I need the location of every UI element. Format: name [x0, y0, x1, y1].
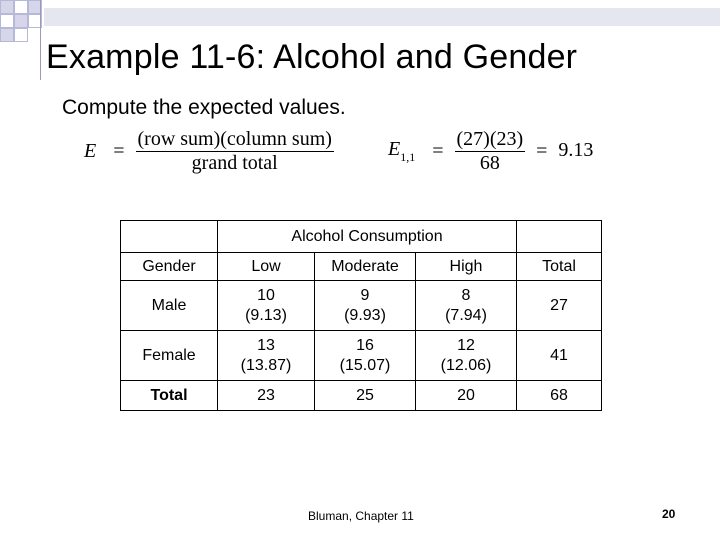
e11-result: 9.13: [558, 139, 594, 162]
cell-grand-total: 68: [517, 381, 602, 411]
e11-fraction: [455, 128, 526, 175]
cell-male-low: [218, 281, 315, 331]
formula-denominator: grand total: [191, 152, 278, 174]
row-label-total: Total: [121, 381, 218, 411]
group-header-alcohol-consumption: Alcohol Consumption: [218, 221, 517, 253]
cell-male-high: [416, 281, 517, 331]
observed-value: 10: [257, 286, 275, 304]
slide-subtitle: Compute the expected values.: [62, 96, 346, 119]
cell-female-total: 41: [517, 331, 602, 381]
expected-value: (15.07): [339, 356, 391, 374]
row-label-male: Male: [121, 281, 218, 331]
table-total-row: [121, 381, 602, 411]
formula-numerator: (row sum)(column sum): [137, 128, 332, 150]
observed-value: 12: [457, 336, 475, 354]
expected-value: (7.94): [445, 306, 487, 324]
contingency-table: [120, 220, 602, 411]
expected-value-formula: [84, 128, 334, 175]
formula-equals: =: [113, 140, 125, 162]
observed-value: 9: [360, 286, 370, 304]
header-low: Low: [218, 253, 315, 281]
header-total: Total: [517, 253, 602, 281]
observed-value: 16: [356, 336, 374, 354]
e11-numerator: (27)(23): [456, 128, 524, 150]
formula-lhs: E: [84, 140, 97, 162]
observed-value: 8: [461, 286, 471, 304]
slide-decoration: [0, 0, 720, 40]
slide-title: Example 11-6: Alcohol and Gender: [46, 38, 578, 76]
cell-total-low: 23: [218, 381, 315, 411]
cell-female-high: [416, 331, 517, 381]
e11-equals: =: [432, 140, 444, 162]
expected-value: (9.93): [344, 306, 386, 324]
expected-value: (12.06): [440, 356, 492, 374]
slide-footer: Bluman, Chapter 11: [308, 509, 414, 523]
cell-male-total: 27: [517, 281, 602, 331]
cell-male-moderate: [315, 281, 416, 331]
formula-fraction: [136, 128, 334, 175]
e11-subscript: 1,1: [400, 150, 416, 164]
table-row-male: [121, 281, 602, 331]
cell-female-low: [218, 331, 315, 381]
expected-value: (13.87): [240, 356, 292, 374]
e11-computation: [388, 128, 593, 175]
header-moderate: Moderate: [315, 253, 416, 281]
table-header-row: [121, 253, 602, 281]
table-group-header-row: [121, 221, 602, 253]
table-row-female: [121, 331, 602, 381]
e11-lhs: E: [388, 138, 401, 160]
decoration-bar: [0, 8, 720, 26]
e11-equals-2: =: [536, 140, 548, 162]
empty-total-header-cell: [517, 221, 602, 253]
row-label-female: Female: [121, 331, 218, 381]
cell-total-moderate: 25: [315, 381, 416, 411]
e11-denominator: 68: [479, 152, 500, 174]
header-high: High: [416, 253, 517, 281]
empty-corner-cell: [121, 221, 218, 253]
header-gender: Gender: [121, 253, 218, 281]
cell-female-moderate: [315, 331, 416, 381]
cell-total-high: 20: [416, 381, 517, 411]
observed-value: 13: [257, 336, 275, 354]
page-number: 20: [662, 507, 676, 521]
expected-value: (9.13): [245, 306, 287, 324]
